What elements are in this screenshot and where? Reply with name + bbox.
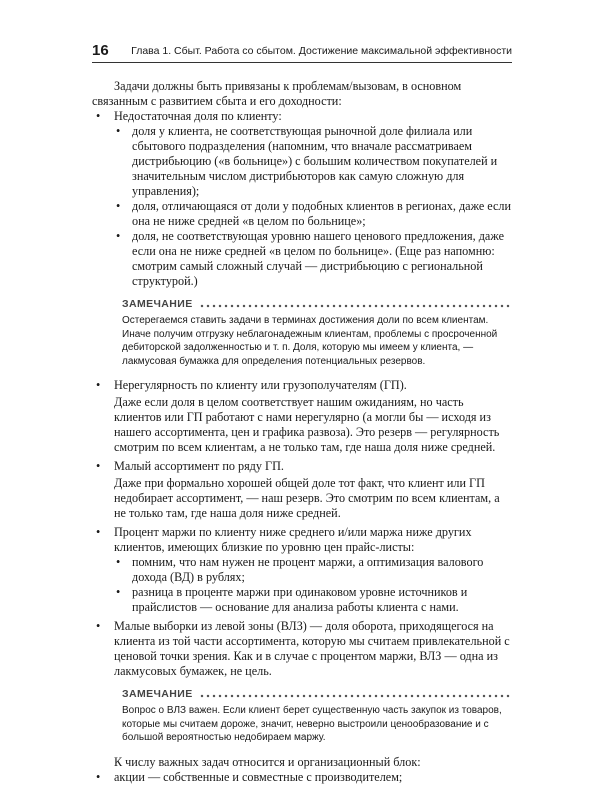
outro-paragraph: К числу важных задач относится и организационный блок: (114, 754, 421, 769)
sub-list-item: • доля у клиента, не соответствующая рыночной доле филиала или сбытового подразделения (напомним, что вначале рассматриваем дистрибьюцию («в больнице») с большим количеством покупателей и значительным числом дистрибьюторов как самую сложную для управления); (114, 124, 512, 199)
dotted-rule (199, 304, 512, 308)
problem-list (92, 109, 512, 289)
note-block (122, 297, 512, 368)
outro-list (92, 770, 512, 785)
note-title: ЗАМЕЧАНИЕ (122, 687, 193, 700)
note-block (122, 687, 512, 745)
list-item-text: Даже если доля в целом соответствует нашим ожиданиям, но часть клиентов или ГП работают с нами нерегулярно (а могли бы — исходя из нашего ассортимента, цен и графика развоза). Это резерв — регулярность смотрим по всем клиентам, а не только там, где наша доля ниже средней. (114, 395, 500, 454)
list-item (92, 378, 512, 455)
note-header (122, 297, 512, 311)
list-item-label: • Малый ассортимент по ряду ГП. (114, 459, 284, 473)
sub-list (114, 124, 512, 289)
list-item-label: Недостаточная доля по клиенту: (114, 109, 282, 123)
sub-list-item: • доля, отличающаяся от доли у подобных клиентов в регионах, даже если она не ниже средней «в целом по больнице»; (114, 199, 512, 229)
list-item (92, 525, 512, 615)
sub-list-item: • доля, не соответствующая уровню нашего ценового предложения, даже если она не ниже средней «в целом по больнице». (Еще раз напомню: смотрим самый сложный случай — дистрибьюцию с региональной структурой.) (114, 229, 512, 289)
list-item-label: • Малые выборки из левой зоны (ВЛЗ) — доля оборота, приходящегося на клиента из той части ассортимента, которую мы считаем привлекательной с ценовой точки зрения. Как и в случае с процентом маржи, ВЛЗ — одна из лакмусовых бумажек, не цель. (114, 619, 510, 678)
list-item-label: • Процент маржи по клиенту ниже среднего и/или маржа ниже других клиентов, имеющих близкие по уровню цен прайс-листы: (114, 525, 472, 554)
dotted-rule (199, 694, 512, 698)
problem-list (92, 378, 512, 679)
list-item-label: • Нерегулярность по клиенту или грузополучателям (ГП). (114, 378, 407, 392)
list-item (92, 459, 512, 521)
body-text (92, 79, 512, 785)
sub-list-item: • помним, что нам нужен не процент маржи, а оптимизация валового дохода (ВД) в рублях; (114, 555, 512, 585)
list-item: • акции — собственные и совместные с производителем; (92, 770, 512, 785)
running-title: Глава 1. Сбыт. Работа со сбытом. Достижение максимальной эффективности (131, 45, 512, 57)
list-item-text: Даже при формально хорошей общей доле тот факт, что клиент или ГП недобирает ассортимент, — наш резерв. Это смотрим по всем клиентам, а не только там, где наша доля ниже средней. (114, 476, 500, 520)
list-item (92, 109, 512, 289)
note-header (122, 687, 512, 701)
note-text: Остерегаемся ставить задачи в терминах достижения доли по всем клиентам. Иначе получим отгрузку неблагонадежным клиентам, проблемы с просроченной дебиторской задолженностью и т. п. Доля, которую мы имеем у клиента, — лакмусовая бумажка для определения потенциальных резервов. (122, 315, 498, 367)
list-item (92, 619, 512, 679)
note-text: Вопрос о ВЛЗ важен. Если клиент берет существенную часть закупок из товаров, которые мы считаем дороже, значит, неверно выстроили ценообразование и с большой вероятностью недобираем маржу. (122, 705, 502, 743)
page-header (92, 42, 512, 63)
sub-list-item: • разница в проценте маржи при одинаковом уровне источников и прайслистов — основание для анализа работы клиента с нами. (114, 585, 512, 615)
sub-list (114, 555, 512, 615)
note-title: ЗАМЕЧАНИЕ (122, 297, 193, 310)
page-number: 16 (92, 42, 109, 59)
intro-paragraph: Задачи должны быть привязаны к проблемам/вызовам, в основном связанным с развитием сбыта и его доходности: (92, 79, 462, 108)
